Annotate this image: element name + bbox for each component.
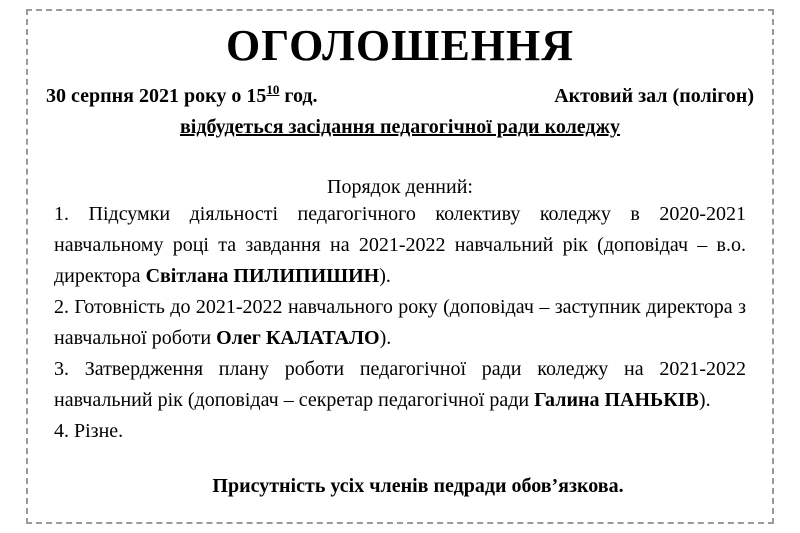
meeting-time-minutes: 10 <box>266 82 280 97</box>
meeting-date: 30 серпня 2021 року о 15 <box>46 85 267 107</box>
agenda-item <box>54 416 746 447</box>
meeting-time-unit: год. <box>279 85 318 107</box>
meeting-datetime <box>46 84 317 108</box>
attendance-note: Присутність усіх членів педради обов’язкова. <box>212 475 624 497</box>
agenda-item <box>54 354 746 416</box>
agenda-list <box>54 199 746 447</box>
agenda-item-speaker: Світлана ПИЛИПИШИН <box>145 265 380 287</box>
agenda-item-tail: ). <box>698 389 711 411</box>
agenda-item-text: 3. Затвердження плану роботи педагогічної ради коледжу на 2021-2022 навчальний рік (доповідач – секретар педагогічної ради <box>54 358 746 411</box>
meeting-subtitle: відбудеться засідання педагогічної ради коледжу <box>179 116 621 138</box>
agenda-item-tail: ). <box>379 265 391 287</box>
agenda-item-text: 4. Різне. <box>54 420 124 442</box>
agenda-item-speaker: Олег КАЛАТАЛО <box>216 327 380 349</box>
agenda-item-tail: ). <box>379 327 392 349</box>
agenda-heading: Порядок денний: <box>327 176 473 198</box>
agenda-item-text: 2. Готовність до 2021-2022 навчального року (доповідач – заступник директора з навчальної роботи <box>54 296 746 349</box>
agenda-item <box>54 199 746 292</box>
agenda-item-text: 1. Підсумки діяльності педагогічного колективу коледжу в 2020-2021 навчальному році та завдання на 2021-2022 навчальний рік (доповідач – в.о. директора <box>54 203 746 287</box>
meeting-location: Актовий зал (полігон) <box>554 85 754 107</box>
notice-title: ОГОЛОШЕННЯ <box>225 21 575 70</box>
agenda-item <box>54 292 746 354</box>
agenda-item-speaker: Галина ПАНЬКІВ <box>534 389 699 411</box>
